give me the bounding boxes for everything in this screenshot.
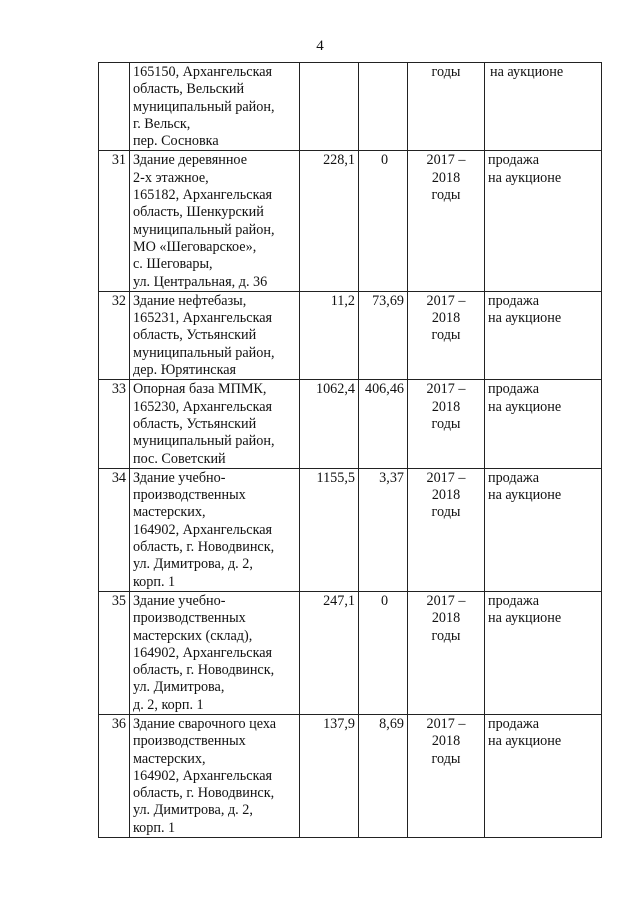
object-description: 165150, Архангельская область, Вельский муниципальный район, г. Вельск, пер. Сосновка (130, 63, 300, 151)
privatization-method: продажа на аукционе (485, 380, 602, 468)
object-area: 1062,4 (300, 380, 359, 468)
privatization-method: продажа на аукционе (485, 714, 602, 837)
privatization-years: 2017 – 2018 годы (408, 591, 485, 714)
object-area: 137,9 (300, 714, 359, 837)
object-description: Здание сварочного цеха производственных мастерских, 164902, Архангельская область, г. Новодвинск, ул. Димитрова, д. 2, корп. 1 (130, 714, 300, 837)
property-table (98, 62, 602, 838)
table-row (99, 591, 602, 714)
object-area: 1155,5 (300, 468, 359, 591)
privatization-method: на аукционе (485, 63, 602, 151)
privatization-method: продажа на аукционе (485, 591, 602, 714)
row-number: 33 (99, 380, 130, 468)
object-value: 406,46 (359, 380, 408, 468)
table-row-continued (99, 63, 602, 151)
object-description: Опорная база МПМК, 165230, Архангельская область, Устьянский муниципальный район, пос. Советский (130, 380, 300, 468)
object-description: Здание деревянное 2-х этажное, 165182, Архангельская область, Шенкурский муниципальный район, МО «Шеговарское», с. Шеговары, ул. Центральная, д. 36 (130, 151, 300, 291)
privatization-years: 2017 – 2018 годы (408, 380, 485, 468)
page-number: 4 (316, 38, 324, 54)
privatization-method: продажа на аукционе (485, 291, 602, 379)
table-row (99, 151, 602, 291)
row-number: 32 (99, 291, 130, 379)
object-value: 3,37 (359, 468, 408, 591)
object-value: 0 (359, 591, 408, 714)
row-number: 36 (99, 714, 130, 837)
privatization-method: продажа на аукционе (485, 468, 602, 591)
table-row (99, 468, 602, 591)
privatization-years: 2017 – 2018 годы (408, 468, 485, 591)
row-number: 31 (99, 151, 130, 291)
privatization-years: 2017 – 2018 годы (408, 291, 485, 379)
privatization-method: продажа на аукционе (485, 151, 602, 291)
object-value: 8,69 (359, 714, 408, 837)
row-number: 35 (99, 591, 130, 714)
row-number (99, 63, 130, 151)
object-value (359, 63, 408, 151)
privatization-years: годы (408, 63, 485, 151)
privatization-years: 2017 – 2018 годы (408, 714, 485, 837)
table-row (99, 380, 602, 468)
object-description: Здание учебно- производственных мастерских, 164902, Архангельская область, г. Новодвинск, ул. Димитрова, д. 2, корп. 1 (130, 468, 300, 591)
object-value: 73,69 (359, 291, 408, 379)
object-description: Здание учебно- производственных мастерских (склад), 164902, Архангельская область, г. Новодвинск, ул. Димитрова, д. 2, корп. 1 (130, 591, 300, 714)
object-area: 11,2 (300, 291, 359, 379)
row-number: 34 (99, 468, 130, 591)
object-area (300, 63, 359, 151)
object-description: Здание нефтебазы, 165231, Архангельская область, Устьянский муниципальный район, дер. Юрятинская (130, 291, 300, 379)
object-value: 0 (359, 151, 408, 291)
object-area: 247,1 (300, 591, 359, 714)
object-area: 228,1 (300, 151, 359, 291)
table-row (99, 291, 602, 379)
table-row (99, 714, 602, 837)
privatization-years: 2017 – 2018 годы (408, 151, 485, 291)
